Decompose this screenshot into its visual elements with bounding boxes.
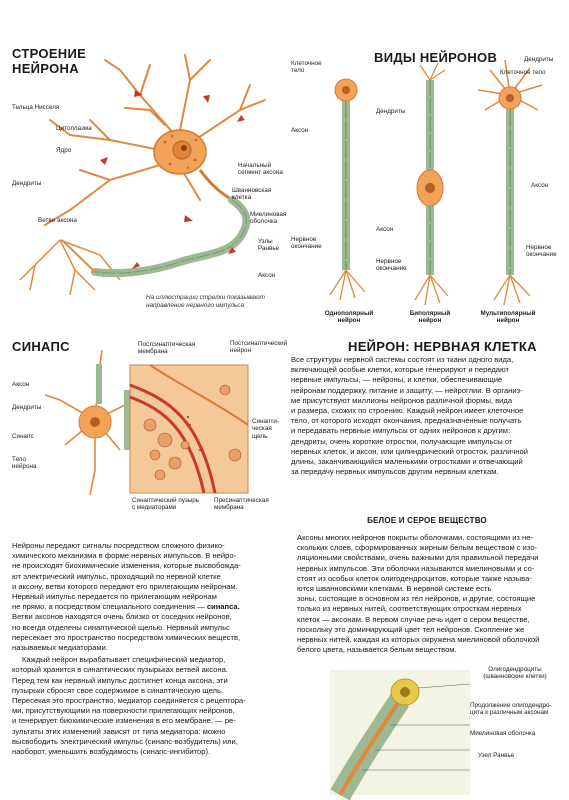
label-axon-left: Аксон xyxy=(291,127,309,134)
text-line: тело, от которого исходят окончания, предназначенные получать xyxy=(291,416,522,426)
text-line: не прямо, а посредством специального соединения — синапса. xyxy=(12,602,240,612)
text-line: длины, заканчивающийся маленькими отростками и отвечающий xyxy=(291,457,523,467)
text-line: не происходят биохимические изменения, которые высвобожда- xyxy=(12,561,241,571)
text-line: дендриты, очень короткие отростки, получающие импульсы от xyxy=(291,436,513,446)
synapse-closeup-illustration xyxy=(130,365,248,493)
impulse-arrows xyxy=(100,90,245,269)
text-line: клеток — аксонам. В первом случае речь идет о сером веществе, xyxy=(297,614,530,624)
text-line: за передачу нервных импульсов другим нервным клеткам. xyxy=(291,467,499,477)
text-line: Нервный импульс передается по прилегающим нейронам xyxy=(12,592,217,602)
text-line: высвободить электрический импульс (синапс-возбудитель) или, xyxy=(12,736,238,746)
bipolar-neuron xyxy=(415,63,448,305)
white-gray-title: БЕЛОЕ И СЕРОЕ ВЕЩЕСТВО xyxy=(367,516,487,525)
label-ending-left: Нервное окончание xyxy=(291,236,322,251)
text-line: нервных импульсов. Эти оболочки называются миелиновыми и со- xyxy=(297,563,535,573)
label-nissl: Тельца Нисселя xyxy=(12,104,60,111)
text-line: Аксоны многих нейронов покрыты оболочками, состоящими из не- xyxy=(297,533,533,542)
label-axon: Аксон xyxy=(258,272,276,279)
label-axon-branches: Ветви аксона xyxy=(38,217,78,224)
nerve-cell-text xyxy=(291,355,563,477)
text-line: и размера, схожих по строению. Каждый нейрон имеет клеточное xyxy=(291,406,524,416)
label-post-neuron: Постсинаптический нейрон xyxy=(230,340,288,355)
nerve-cell-title: НЕЙРОН: НЕРВНАЯ КЛЕТКА xyxy=(348,339,537,354)
name-unipolar: Однополярный нейрон xyxy=(324,310,374,325)
text-line: но всегда отделены синаптической щелью. Нервный импульс xyxy=(12,622,230,632)
label-ending-right: Нервное окончание xyxy=(526,244,557,259)
text-line: белого цвета, называется белым веществом. xyxy=(297,645,457,655)
myelin-illustration xyxy=(330,670,470,795)
text-line: скольких слоев, сформированных жирным белым веществом с изо- xyxy=(297,543,538,553)
text-line: нервных клеток, и аксон, или цилиндрический отросток, различной xyxy=(291,446,528,456)
text-line: Пересекая это пространство, медиатор соединяется с рецептора- xyxy=(12,696,246,706)
label-ranvier-node: Узел Ранвье xyxy=(478,752,515,759)
text-line: химического механизма в форме нервных импульсов. В нейро- xyxy=(12,551,237,561)
label-synaptic-cleft: Синапти- ческая щель xyxy=(252,418,279,440)
label-synapse: Синапс xyxy=(12,433,34,440)
text-line: Перед тем как нервный импульс достигнет конца аксона, эти xyxy=(12,675,228,685)
label-schwann: Шванновская клетка xyxy=(232,187,272,202)
text-line: ми, присутствующими на поверхности прилегающих нейронов, xyxy=(12,706,235,716)
label-synapse-axon: Аксон xyxy=(12,381,30,388)
synapse-neuron-illustration xyxy=(40,350,130,500)
label-cell-body-left: Клеточное тело xyxy=(291,60,322,75)
label-oligo-extension: Продолжение олигодендро- цита к различным аксонам xyxy=(470,702,552,717)
text-line: поскольку это доминирующий цвет тел нейронов. Скопление же xyxy=(297,624,525,634)
label-dendrites-mid: Дендриты xyxy=(376,108,406,115)
text-line: включающей особые клетки, которые генерируют и передают xyxy=(291,365,510,375)
text-line: Нейроны передают сигналы посредством сложного физико- xyxy=(12,541,225,550)
label-ranvier: Узлы Ранвье xyxy=(258,238,280,253)
text-line: Ветви аксонов находятся очень близко от соседних нейронов, xyxy=(12,612,232,622)
label-initial-segment: Начальный сегмент аксона xyxy=(238,162,283,177)
synapse-axon xyxy=(96,364,102,404)
text-line: стоят из особых клеток олигодендроцитов, которые также называ- xyxy=(297,573,532,583)
text-line: ляционными свойствами, очень важными для правильной передачи xyxy=(297,553,539,563)
text-line: ют электрический импульс, проходящий по нервной клетке xyxy=(12,571,221,581)
structure-caption: На иллюстрации стрелки показывают направление нервного импульса xyxy=(146,294,265,309)
text-line: наоборот, уменьшить возбудимость (синапс-ингибитор). xyxy=(12,747,211,757)
name-multipolar: Мультиполярный нейрон xyxy=(480,310,536,325)
label-myelin: Миелиновая оболочка xyxy=(250,211,287,226)
white-gray-text xyxy=(297,533,565,655)
label-ending-mid: Нервное окончание xyxy=(376,258,407,273)
bold-synapse-word: синапса. xyxy=(204,602,240,612)
nucleolus xyxy=(181,145,187,151)
label-post-membrane: Постсинаптическая мембрана xyxy=(138,341,196,356)
text-line: нервных нитей, каждая из которых окружена миелиновой оболочкой xyxy=(297,635,540,645)
unipolar-neuron xyxy=(330,79,365,300)
label-synapse-dendrites: Дендриты xyxy=(12,404,42,411)
initial-segment xyxy=(200,170,232,200)
synapse-title: СИНАПС xyxy=(12,339,70,354)
text-line: зультаты этих изменений зависят от типа медиатора: можно xyxy=(12,726,226,736)
label-axon-mid: Аксон xyxy=(376,226,394,233)
label-cell-body-right: Клеточное тело xyxy=(500,69,546,76)
text-line: и генерирует биохимические изменения в его мембране, — ре- xyxy=(12,716,236,726)
name-bipolar: Биполярный нейрон xyxy=(409,310,451,325)
label-synapse-body: Тело нейрона xyxy=(12,456,37,471)
label-myelin-sheath: Миелиновая оболочка xyxy=(470,730,536,737)
label-dendrites: Дендриты xyxy=(12,180,42,187)
label-axon-right: Аксон xyxy=(531,182,549,189)
text-line: только из нервных нитей, соответствующих отросткам нервных xyxy=(297,604,522,614)
label-vesicle: Синаптический пузырь с медиаторами xyxy=(132,497,200,512)
label-dendrites-right: Дендриты xyxy=(524,56,554,63)
types-title: ВИДЫ НЕЙРОНОВ xyxy=(374,50,498,65)
label-oligodendrocytes: Олигодендроциты (шванновские клетки) xyxy=(483,666,547,681)
label-cytoplasm: Цитоплазма xyxy=(56,125,92,132)
text-line: называемых медиаторами. xyxy=(12,643,108,653)
label-nucleus: Ядро xyxy=(56,147,72,154)
structure-title: СТРОЕНИЕ НЕЙРОНА xyxy=(12,46,87,76)
text-line: нервные импульсы, — нейроны, и клетки, обеспечивающие xyxy=(291,375,503,385)
text-line: и аксону, ветви которого передают его прилегающим нейронам. xyxy=(12,581,238,591)
text-line: зоны, состоящие в основном из тел нейронов, и другие, состоящие xyxy=(297,594,536,604)
text-line: пересекает это пространство посредством химических веществ, xyxy=(12,632,241,642)
text-line: Все структуры нервной системы состоят из ткани одного вида, xyxy=(291,355,514,364)
neuron-types-illustration xyxy=(280,60,569,320)
text-line: который хранится в синаптических пузырьках ветвей аксона. xyxy=(12,665,228,675)
text-line: и передавать нервные импульсы от одних нейронов к другим: xyxy=(291,426,511,436)
text-line: пузырьки сбросят свое содержимое в синаптическую щель. xyxy=(12,685,224,695)
text-line: ме присутствуют миллионы нейронов различной формы, вида xyxy=(291,395,513,405)
label-pre-membrane: Пресинаптическая мембрана xyxy=(214,497,269,512)
text-line: нейронам поддержку, питание и защиту, — нейроглии. В организ- xyxy=(291,385,523,395)
text-line: ются шванновскими клетками. В нервной системе есть xyxy=(297,584,492,594)
text-line: Каждый нейрон вырабатывает специфический медиатор, xyxy=(22,655,226,665)
synapse-text xyxy=(12,541,278,757)
myelinated-axon xyxy=(95,200,246,273)
